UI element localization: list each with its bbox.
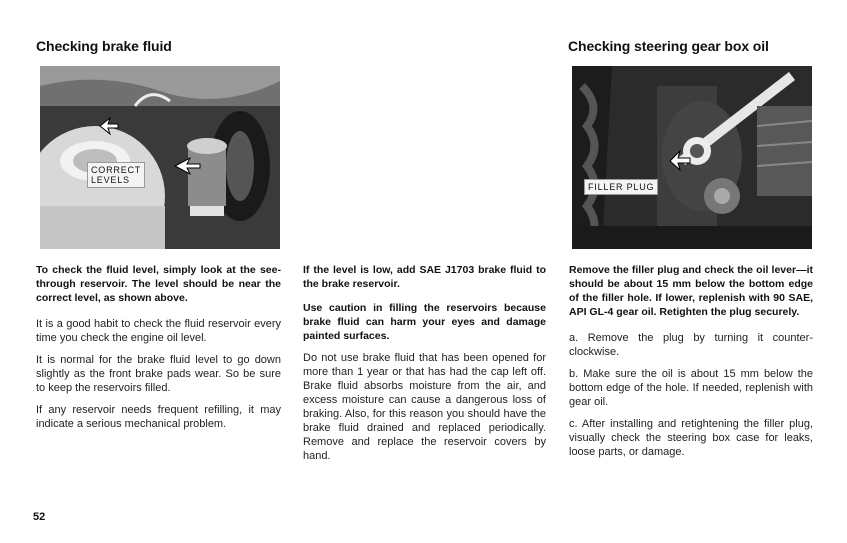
page-number: 52 bbox=[33, 511, 46, 523]
correct-levels-label-line1: CORRECT bbox=[91, 165, 142, 175]
middle-column-text bbox=[303, 263, 546, 471]
steering-gear-intro: Remove the filler plug and check the oil lever—it should be about 15 mm below the bottom edge of the filler hole. If lower, replenish with 90 SAE, API GL-4 gear oil. Retighten the plug securely. bbox=[569, 264, 813, 318]
correct-levels-label bbox=[87, 162, 145, 188]
steering-step-b: b. Make sure the oil is about 15 mm below the bottom edge of the hole. If needed, replenish with gear oil. bbox=[569, 368, 813, 408]
brake-fluid-paragraph-3: If any reservoir needs frequent refilling, it may indicate a serious mechanical problem. bbox=[36, 404, 281, 430]
brake-reservoir-illustration bbox=[40, 66, 280, 249]
low-level-instruction: If the level is low, add SAE J1703 brake fluid to the brake reservoir. bbox=[303, 264, 546, 290]
brake-fluid-paragraph-1: It is a good habit to check the fluid reservoir every time you check the engine oil level. bbox=[36, 318, 281, 344]
steering-gear-illustration bbox=[572, 66, 812, 249]
steering-gear-heading: Checking steering gear box oil bbox=[568, 38, 769, 54]
steering-gear-photo bbox=[572, 66, 812, 249]
filler-plug-label: FILLER PLUG bbox=[584, 179, 658, 195]
caution-note: Use caution in filling the reservoirs because brake fluid can harm your eyes and damage painted surfaces. bbox=[303, 302, 546, 342]
brake-reservoir-photo bbox=[40, 66, 280, 249]
brake-fluid-paragraph-2: It is normal for the brake fluid level to go down slightly as the front brake pads wear. So be sure to keep the reservoirs filled. bbox=[36, 354, 281, 394]
steering-step-c: c. After installing and retightening the filler plug, visually check the steering box case for leaks, loose parts, or damage. bbox=[569, 418, 813, 458]
steering-step-a: a. Remove the plug by turning it counter-clockwise. bbox=[569, 332, 813, 358]
right-column-text bbox=[569, 263, 813, 467]
left-column-text bbox=[36, 263, 281, 439]
brake-fluid-intro: To check the fluid level, simply look at the see-through reservoir. The level should be near the correct level, as shown above. bbox=[36, 264, 281, 304]
brake-fluid-heading: Checking brake fluid bbox=[36, 38, 172, 54]
brake-fluid-warning: Do not use brake fluid that has been opened for more than 1 year or that has had the cap left off. Brake fluid absorbs moisture from the air, and excess moisture can cause a dangerous loss of braking. Also, for this reason you should have the brake fluid drained and replaced periodically. Remove and replace the reservoir covers by hand. bbox=[303, 352, 546, 462]
correct-levels-label-line2: LEVELS bbox=[91, 175, 130, 185]
